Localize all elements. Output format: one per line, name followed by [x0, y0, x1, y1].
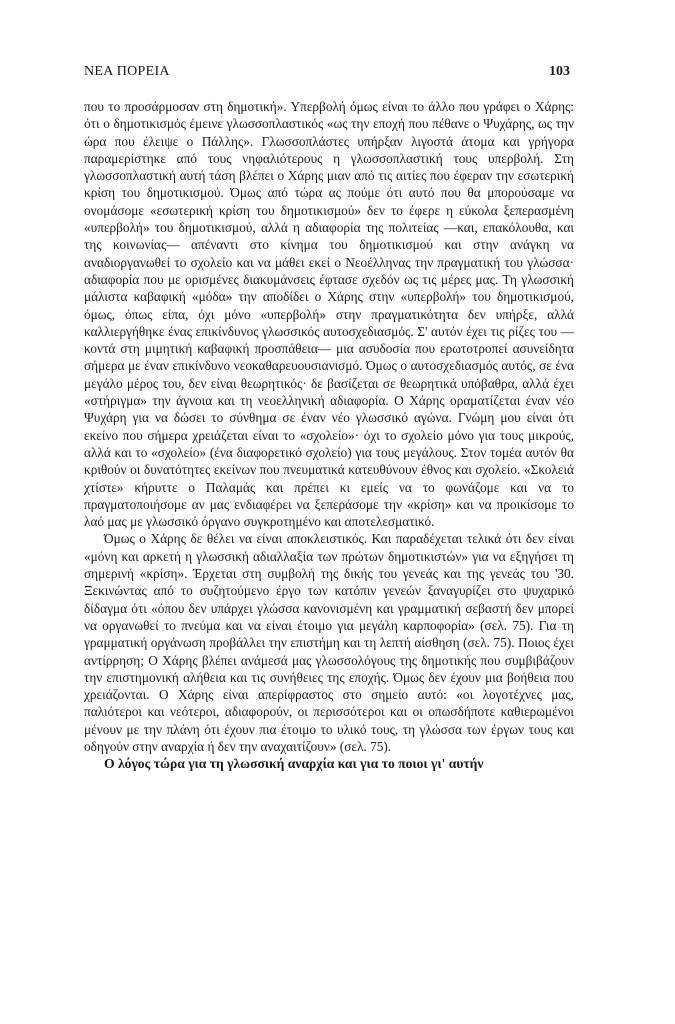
- paragraph-1: που το προσάρμοσαν στη δημοτική». Υπερβολή όμως είναι το άλλο που γράφει ο Χάρης: ότι ο δημοτικισμός έμεινε γλωσσοπλαστικός «ως την εποχή που πέθανε ο Ψυχάρης, ως την ώρα που έλειψε ο Πάλλης». Γλωσσοπλάστες υπήρξαν λιγοστά άτομα και γρήγορα παραμερίστηκε από τους νηφαλιότερους η γλωσσοπλαστική τους υπερβολή. Στη γλωσσοπλαστική αυτή τάση βλέπει ο Χάρης μιαν από τις αιτίες που έφεραν την εσωτερική κρίση του δημοτικισμού. Όμως από τώρα ας πούμε ότι αυτό που θα μπορούσαμε να ονομάσομε «εσωτερική κρίση του δημοτικισμού» δεν το έφερε η εύκολα ξεπερασμένη «υπερβολή» του δημοτικισμού, αλλά η αδιαφορία της πολιτείας —και, επακόλουθα, και της κοινωνίας— απέναντι στο κίνημα του δημοτικισμού και στην ανάγκη να αναδιοργανωθεί το σχολείο και να μάθει εκεί ο Νεοέλληνας την πραγματική του γλώσσα· αδιαφορία που με ορισμένες διακυμάνσεις έφτασε σχεδόν ως τις μέρες μας. Τη γλωσσική μάλιστα καβαφική «μόδα» την αποδίδει ο Χάρης στην «υπερβολή» του δημοτικισμού, όμως, όπως είπα, όχι μόνο «υπερβολή» στην πραγματικότητα δεν υπήρξε, αλλά καλλιεργήθηκε ένας επικίνδυνος γλωσσικός αυτοσχεδιασμός. Σ' αυτόν έχει τις ρίζες του —κοντά στη μιμητική καβαφική προσπάθεια— μια ασυδοσία που ερωτοτροπεί ασυνείδητα σήμερα με έναν επικίνδυνο νεοκαθαρευουσιανισμό. Όμως ο αυτοσχεδιασμός αυτός, σε ένα μεγάλο μέρος του, δεν είναι θεωρητικός· δε βασίζεται σε θεωρητικά υπόβαθρα, αλλά έχει «στήριγμα» την άγνοια και τη νεοελληνική αδιαφορία. Ο Χάρης οραματίζεται έναν νέο Ψυχάρη για να δώσει το σύνθημα σε έναν νέο γλωσσικό αγώνα. Γνώμη μου είναι ότι εκείνο που σήμερα χρειάζεται είναι το «σχολείο»· όχι το σχολείο μόνο για τους μικρούς, αλλά και το «σχολείο» (ένα διαφορετικό σχολείο) για τους μεγάλους. Στον τομέα αυτόν θα κριθούν οι δυνατότητες εκείνων που πνευματικά κατευθύνουν έθνος και σχολείο. «Σκολειά χτίστε» κήρυττε ο Παλαμάς και πρέπει κι εμείς να το φωνάζομε και να το πραγματοποιήσομε αν μας ενδιαφέρει να ξεπεράσομε την «κρίση» και να προικίσομε το λαό μας με γλωσσικό όργανο συγκροτημένο και αποτελεσματικό.: [84, 99, 574, 530]
- paragraph-2: Όμως ο Χάρης δε θέλει να είναι αποκλειστικός. Και παραδέχεται τελικά ότι δεν είναι «μόνη και αρκετή η γλωσσική αδιαλλαξία των πρώτων δημοτικιστών» για να εξηγήσει τη σημερινή «κρίση». Έρχεται στη συμβολή της δικής του γενεάς και της γενεάς του '30. Ξεκινώντας από το συζητούμενο έργο των κατόπιν γενεών ξαναγυρίζει στο ψυχαρικό δίδαγμα ότι «όπου δεν υπάρχει γλώσσα κανονισμένη και γραμματική σεβαστή δεν μπορεί να οργανωθεί το πνεύμα και να είναι έτοιμο για μεγάλη καρποφορία» (σελ. 75). Για τη γραμματική οργάνωση προβάλλει την επιστήμη και τη λεπτή αίσθηση (σελ. 75). Ποιος έχει αντίρρηση; Ο Χάρης βλέπει ανάμεσά μας γλωσσολόγους της δημοτικής που συμβιβάζουν την επιστημονική αλήθεια και τις συνήθειες της εποχής. Όμως δεν έχουν μια βοήθεια που χρειάζονται. Ο Χάρης είναι απερίφραστος στο σημείο αυτό: «οι λογοτέχνες μας, παλιότεροι και νεότεροι, αδιαφορούν, οι περισσότεροι και οι οπωσδήποτε καθιερωμένοι μένουν με την πλάνη ότι έχουν πια έτοιμο το υλικό τους, τη γλώσσα των έργων τους και οδηγούν στην αναρχία ή δεν την αναχαιτίζουν» (σελ. 75).: [84, 531, 574, 754]
- running-header: [84, 64, 570, 82]
- running-title: ΝΕΑ ΠΟΡΕΙΑ: [84, 64, 170, 79]
- body-text: [84, 98, 574, 773]
- paragraph-3: Ο λόγος τώρα για τη γλωσσική αναρχία και για το ποιοι γι' αυτήν: [104, 756, 484, 772]
- page-number: 103: [549, 64, 570, 79]
